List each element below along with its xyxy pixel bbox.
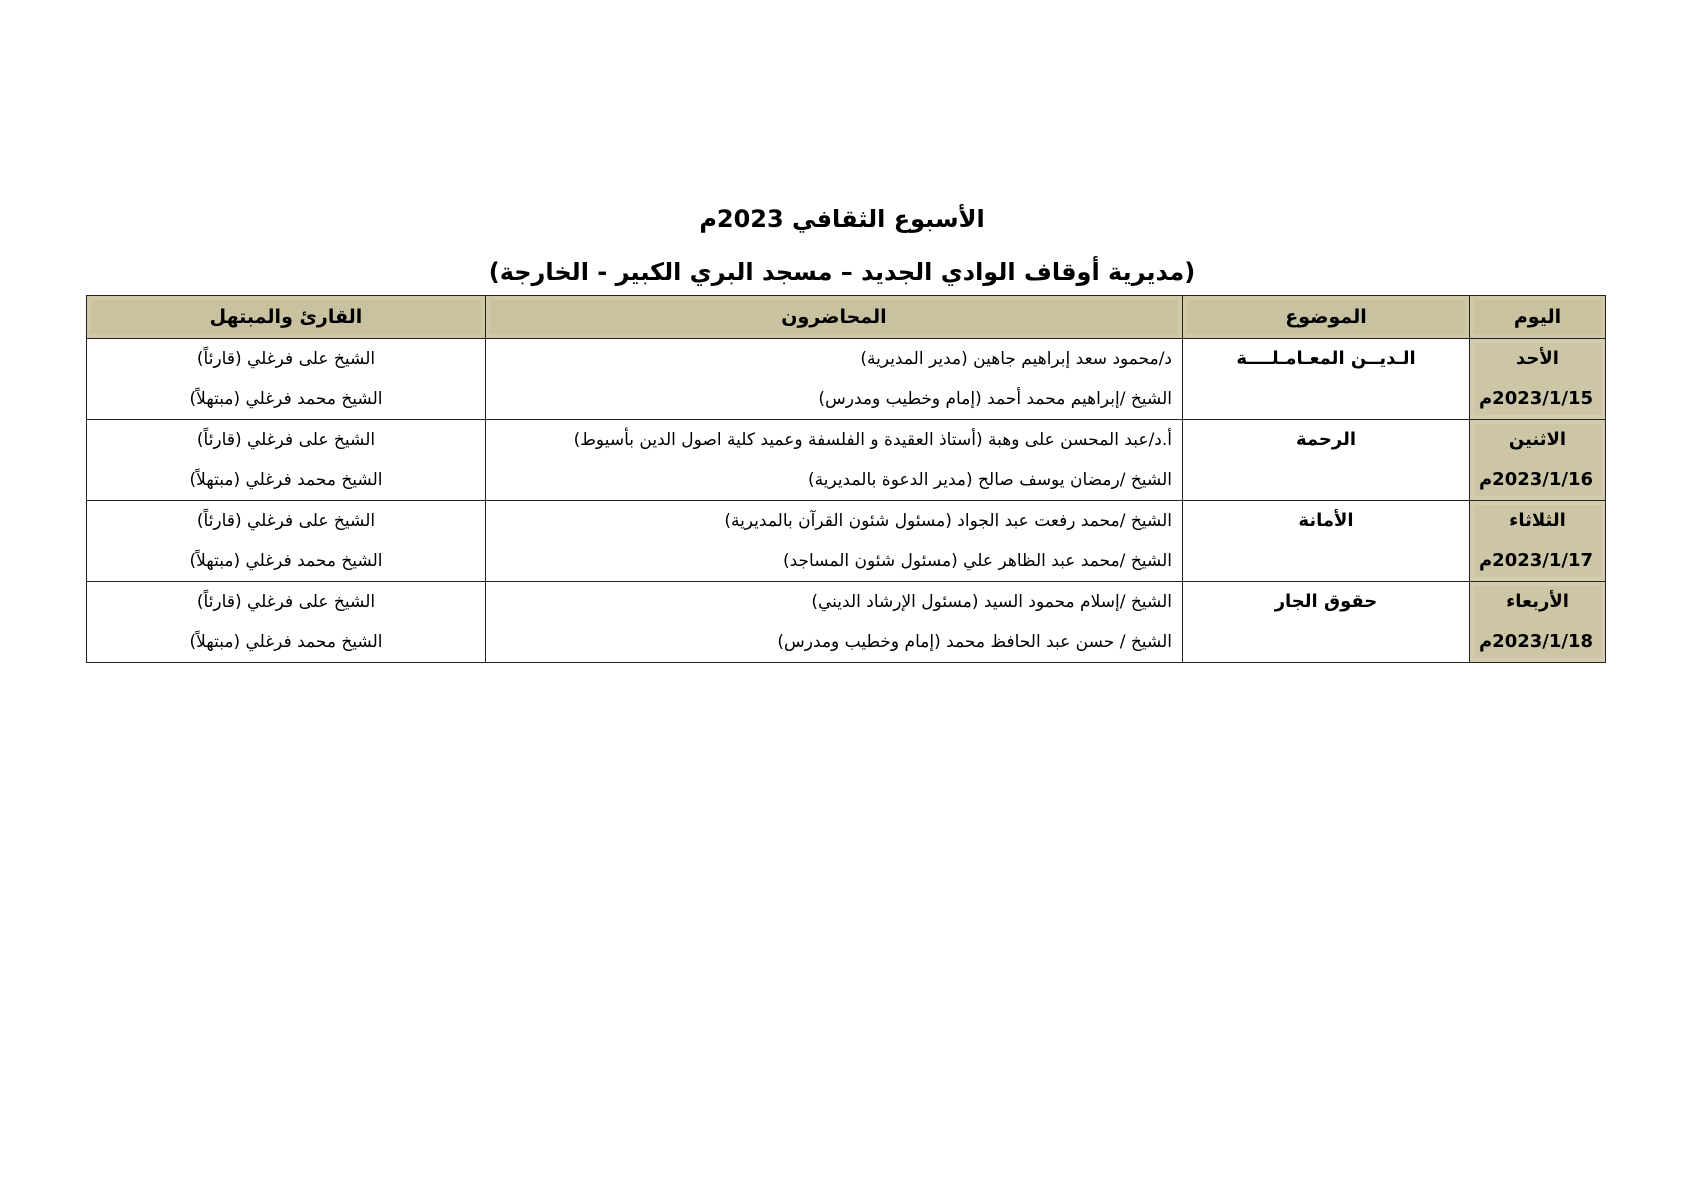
table-row — [87, 339, 1606, 420]
reciter-line: الشيخ محمد فرغلي (مبتهلاً) — [189, 389, 383, 409]
lecturer-line: الشيخ /إبراهيم محمد أحمد (إمام وخطيب ومدرس) — [818, 389, 1172, 409]
day-name: الاثنين — [1508, 429, 1567, 450]
day-name: الأحد — [1516, 348, 1559, 369]
lecturers-cell — [486, 582, 1183, 663]
day-date: 2023/1/15م — [1478, 388, 1593, 409]
table-row — [87, 501, 1606, 582]
header-lecturers: المحاضرون — [486, 296, 1183, 339]
lecturer-line: الشيخ / حسن عبد الحافظ محمد (إمام وخطيب ومدرس) — [777, 632, 1172, 652]
day-cell — [1470, 339, 1606, 420]
day-date: 2023/1/18م — [1478, 631, 1593, 652]
header-reciters: القارئ والمبتهل — [87, 296, 486, 339]
reciter-line: الشيخ محمد فرغلي (مبتهلاً) — [189, 470, 383, 490]
reciter-line: الشيخ محمد فرغلي (مبتهلاً) — [189, 632, 383, 652]
lecturer-line: أ.د/عبد المحسن على وهبة (أستاذ العقيدة و الفلسفة وعميد كلية اصول الدين بأسيوط) — [573, 430, 1172, 450]
topic-text: الرحمة — [1295, 429, 1357, 450]
reciter-line: الشيخ محمد فرغلي (مبتهلاً) — [189, 551, 383, 571]
document-subtitle: (مديرية أوقاف الوادي الجديد – مسجد البري الكبير - الخارجة) — [488, 258, 1196, 286]
table-row — [87, 582, 1606, 663]
topic-text: الـديــن المعـامـلــــة — [1236, 348, 1416, 369]
topic-text: حقوق الجار — [1274, 591, 1378, 612]
reciters-cell — [87, 420, 486, 501]
lecturer-line: الشيخ /رمضان يوسف صالح (مدير الدعوة بالمديرية) — [807, 470, 1172, 490]
reciters-cell — [87, 582, 486, 663]
header-day: اليوم — [1470, 296, 1606, 339]
reciter-line: الشيخ على فرغلي (قارئاً) — [196, 511, 376, 531]
day-date: 2023/1/17م — [1478, 550, 1593, 571]
lecturer-line: د/محمود سعد إبراهيم جاهين (مدير المديرية) — [860, 349, 1172, 369]
reciter-line: الشيخ على فرغلي (قارئاً) — [196, 430, 376, 450]
lecturers-cell — [486, 420, 1183, 501]
day-cell — [1470, 501, 1606, 582]
day-date: 2023/1/16م — [1478, 469, 1593, 490]
table-header-row — [87, 296, 1606, 339]
reciters-cell — [87, 339, 486, 420]
table-row — [87, 420, 1606, 501]
document-title: الأسبوع الثقافي 2023م — [699, 205, 985, 233]
topic-cell — [1183, 420, 1470, 501]
reciter-line: الشيخ على فرغلي (قارئاً) — [196, 349, 376, 369]
reciters-cell — [87, 501, 486, 582]
lecturer-line: الشيخ /محمد رفعت عبد الجواد (مسئول شئون القرآن بالمديرية) — [724, 511, 1172, 531]
topic-cell — [1183, 582, 1470, 663]
topic-cell — [1183, 501, 1470, 582]
lecturer-line: الشيخ /إسلام محمود السيد (مسئول الإرشاد الديني) — [811, 592, 1172, 612]
header-topic: الموضوع — [1183, 296, 1470, 339]
schedule-table — [86, 295, 1606, 663]
day-cell — [1470, 582, 1606, 663]
reciter-line: الشيخ على فرغلي (قارئاً) — [196, 592, 376, 612]
lecturers-cell — [486, 339, 1183, 420]
day-name: الأربعاء — [1506, 591, 1569, 612]
topic-text: الأمانة — [1298, 510, 1354, 531]
day-cell — [1470, 420, 1606, 501]
lecturers-cell — [486, 501, 1183, 582]
topic-cell — [1183, 339, 1470, 420]
lecturer-line: الشيخ /محمد عبد الظاهر علي (مسئول شئون المساجد) — [782, 551, 1172, 571]
day-name: الثلاثاء — [1509, 510, 1566, 531]
